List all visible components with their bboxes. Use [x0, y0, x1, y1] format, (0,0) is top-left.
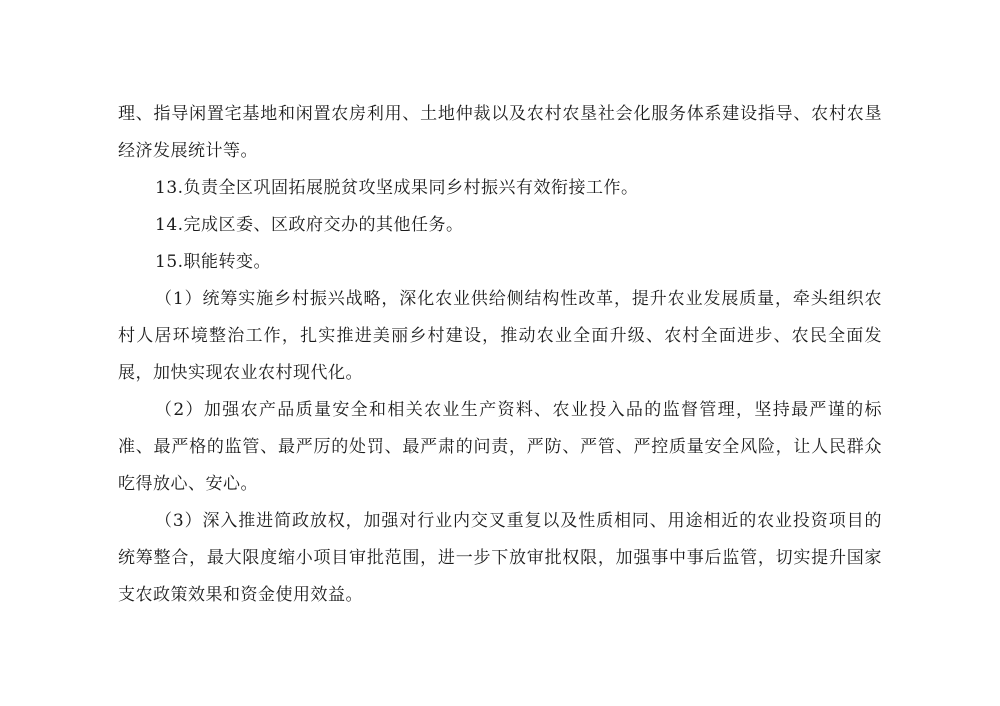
document-body [118, 96, 882, 614]
paragraph-item-13: 13.负责全区巩固拓展脱贫攻坚成果同乡村振兴有效衔接工作。 [155, 178, 639, 198]
paragraph-continuation: 理、指导闲置宅基地和闲置农房利用、土地仲裁以及农村农垦社会化服务体系建设指导、农村农垦经济发展统计等。 [118, 104, 882, 161]
paragraph-subitem-2: （2）加强农产品质量安全和相关农业生产资料、农业投入品的监督管理，坚持最严谨的标准、最严格的监管、最严厉的处罚、最严肃的问责，严防、严管、严控质量安全风险，让人民群众吃得放心、安心。 [118, 400, 882, 494]
paragraph-subitem-3: （3）深入推进简政放权，加强对行业内交叉重复以及性质相同、用途相近的农业投资项目的统筹整合，最大限度缩小项目审批范围，进一步下放审批权限，加强事中事后监管，切实提升国家支农政策效果和资金使用效益。 [118, 511, 882, 605]
paragraph-item-15: 15.职能转变。 [155, 252, 272, 272]
paragraph-subitem-1: （1）统筹实施乡村振兴战略，深化农业供给侧结构性改革，提升农业发展质量，牵头组织农村人居环境整治工作，扎实推进美丽乡村建设，推动农业全面升级、农村全面进步、农民全面发展，加快实现农业农村现代化。 [118, 289, 882, 383]
paragraph-item-14: 14.完成区委、区政府交办的其他任务。 [155, 215, 464, 235]
